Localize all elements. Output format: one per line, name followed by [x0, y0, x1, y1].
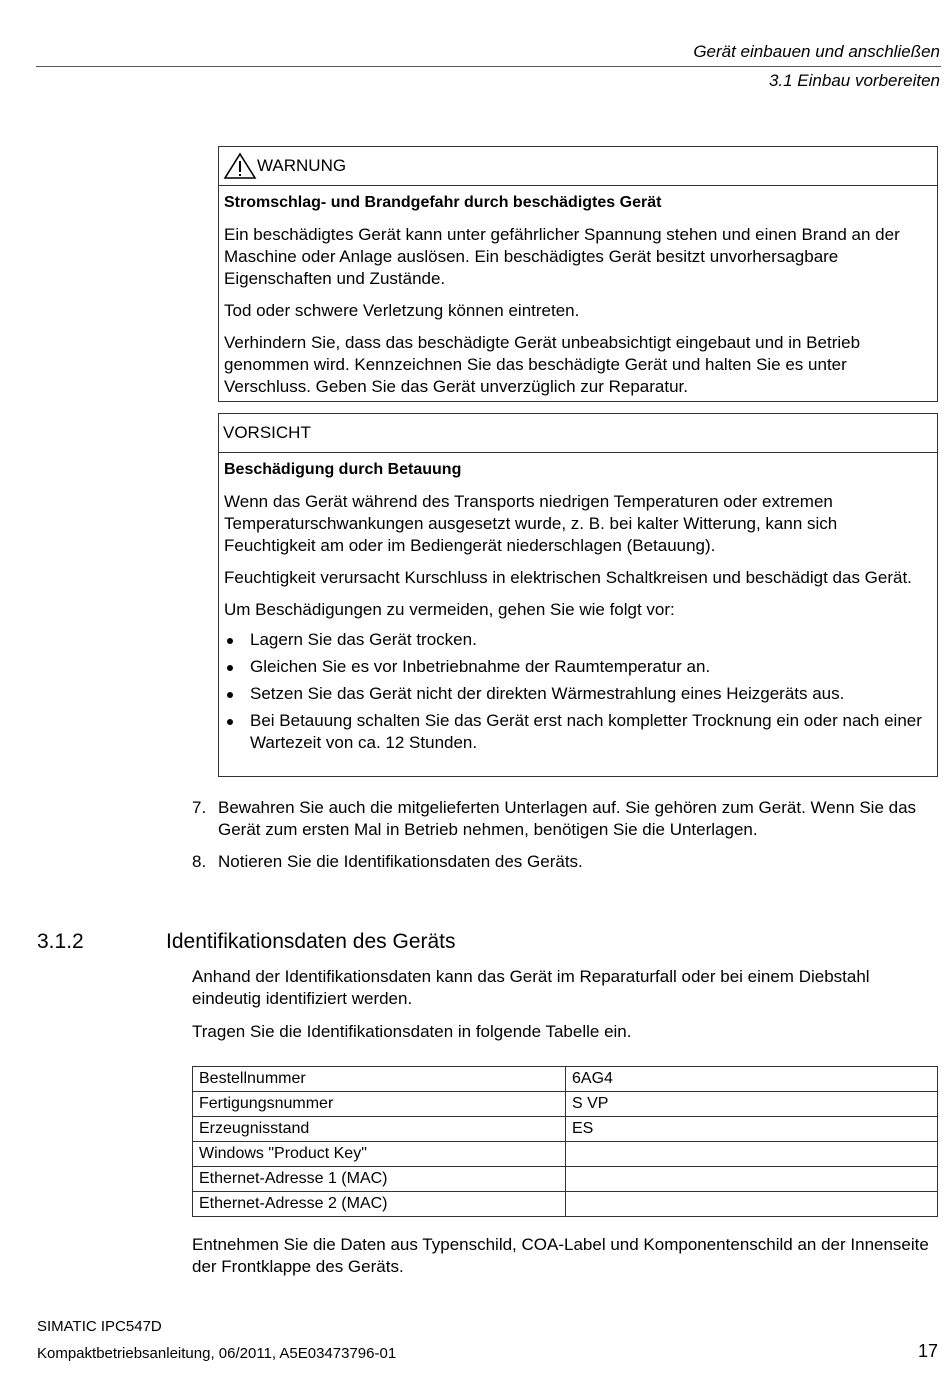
table-row — [193, 1067, 938, 1092]
caution-bullet-list — [224, 629, 923, 754]
warning-header — [219, 147, 937, 186]
page-number: 17 — [917, 1341, 938, 1361]
list-item: Lagern Sie das Gerät trocken. — [224, 629, 923, 651]
bullet-icon — [227, 719, 233, 725]
table-cell-value: ES — [566, 1117, 938, 1142]
table-cell-value — [566, 1167, 938, 1192]
running-header-section: 3.1 Einbau vorbereiten — [768, 71, 940, 90]
list-item: Bei Betauung schalten Sie das Gerät erst nach kompletter Trocknung ein oder nach einer Wartezeit von ca. 12 Stunden. — [224, 710, 923, 754]
step-text: Notieren Sie die Identifikationsdaten des Geräts. — [218, 852, 583, 871]
step-list — [192, 797, 940, 873]
section-note: Entnehmen Sie die Daten aus Typenschild, COA-Label und Komponentenschild an der Innenseite der Frontklappe des Geräts. — [192, 1235, 929, 1276]
warning-paragraph: Ein beschädigtes Gerät kann unter gefährlicher Spannung stehen und einen Brand an der Maschine oder Anlage auslösen. Ein beschädigtes Gerät besitzt unvorhersagbare Eigenschaften und Zustände. — [224, 225, 900, 288]
table-cell-label: Erzeugnisstand — [193, 1117, 566, 1142]
list-item: Setzen Sie das Gerät nicht der direkten Wärmestrahlung eines Heizgeräts aus. — [224, 683, 923, 705]
bullet-icon — [227, 665, 233, 671]
table-cell-label: Ethernet-Adresse 2 (MAC) — [193, 1192, 566, 1217]
table-row — [193, 1142, 938, 1167]
running-header-chapter: Gerät einbauen und anschließen — [693, 42, 940, 61]
table-row — [193, 1192, 938, 1217]
footer-document: Kompaktbetriebsanleitung, 06/2011, A5E03473796-01 — [37, 1345, 397, 1362]
warning-label: WARNUNG — [257, 156, 347, 175]
caution-box — [218, 413, 938, 777]
warning-triangle-icon — [223, 152, 257, 180]
step-item — [192, 851, 940, 873]
step-number: 8. — [192, 852, 207, 871]
section-instruction: Tragen Sie die Identifikationsdaten in folgende Tabelle ein. — [192, 1022, 632, 1041]
step-text: Bewahren Sie auch die mitgelieferten Unterlagen auf. Sie gehören zum Gerät. Wenn Sie das Gerät zum ersten Mal in Betrieb nehmen, benötigen Sie die Unterlagen. — [218, 798, 917, 839]
identification-table — [192, 1066, 938, 1217]
caution-paragraph: Feuchtigkeit verursacht Kurschluss in elektrischen Schaltkreisen und beschädigt das Gerät. — [224, 568, 912, 587]
table-cell-value: 6AG4 — [566, 1067, 938, 1092]
list-item: Gleichen Sie es vor Inbetriebnahme der Raumtemperatur an. — [224, 656, 923, 678]
table-cell-label: Fertigungsnummer — [193, 1092, 566, 1117]
section-intro: Anhand der Identifikationsdaten kann das Gerät im Reparaturfall oder bei einem Diebstahl eindeutig identifiziert werden. — [192, 967, 870, 1008]
warning-paragraph: Tod oder schwere Verletzung können eintreten. — [224, 301, 580, 320]
caution-paragraph: Um Beschädigungen zu vermeiden, gehen Sie wie folgt vor: — [224, 600, 675, 619]
table-cell-value — [566, 1142, 938, 1167]
bullet-icon — [227, 692, 233, 698]
step-item — [192, 797, 940, 841]
warning-subtitle: Stromschlag- und Brandgefahr durch beschädigtes Gerät — [224, 194, 662, 211]
header-rule — [36, 66, 941, 67]
table-cell-label: Bestellnummer — [193, 1067, 566, 1092]
bullet-icon — [227, 638, 233, 644]
caution-header — [219, 414, 937, 453]
step-number: 7. — [192, 798, 207, 817]
section-number: 3.1.2 — [37, 930, 84, 953]
caution-subtitle: Beschädigung durch Betauung — [224, 461, 462, 478]
warning-paragraph: Verhindern Sie, dass das beschädigte Gerät unbeabsichtigt eingebaut und in Betrieb genommen wird. Kennzeichnen Sie das beschädigte Gerät und halten Sie es unter Verschluss. Geben Sie das Gerät unverzüglich zur Reparatur. — [224, 333, 861, 396]
table-cell-value — [566, 1192, 938, 1217]
section-title: Identifikationsdaten des Geräts — [166, 930, 456, 953]
table-cell-value: S VP — [566, 1092, 938, 1117]
table-row — [193, 1117, 938, 1142]
footer-product: SIMATIC IPC547D — [37, 1318, 162, 1335]
table-cell-label: Windows "Product Key" — [193, 1142, 566, 1167]
caution-paragraph: Wenn das Gerät während des Transports niedrigen Temperaturen oder extremen Temperaturschwankungen ausgesetzt wurde, z. B. bei kalter Witterung, kann sich Feuchtigkeit am oder im Bediengerät niederschlagen (Betauung). — [224, 492, 838, 555]
table-row — [193, 1092, 938, 1117]
table-cell-label: Ethernet-Adresse 1 (MAC) — [193, 1167, 566, 1192]
warning-box — [218, 146, 938, 402]
caution-label: VORSICHT — [223, 423, 311, 442]
table-row — [193, 1167, 938, 1192]
